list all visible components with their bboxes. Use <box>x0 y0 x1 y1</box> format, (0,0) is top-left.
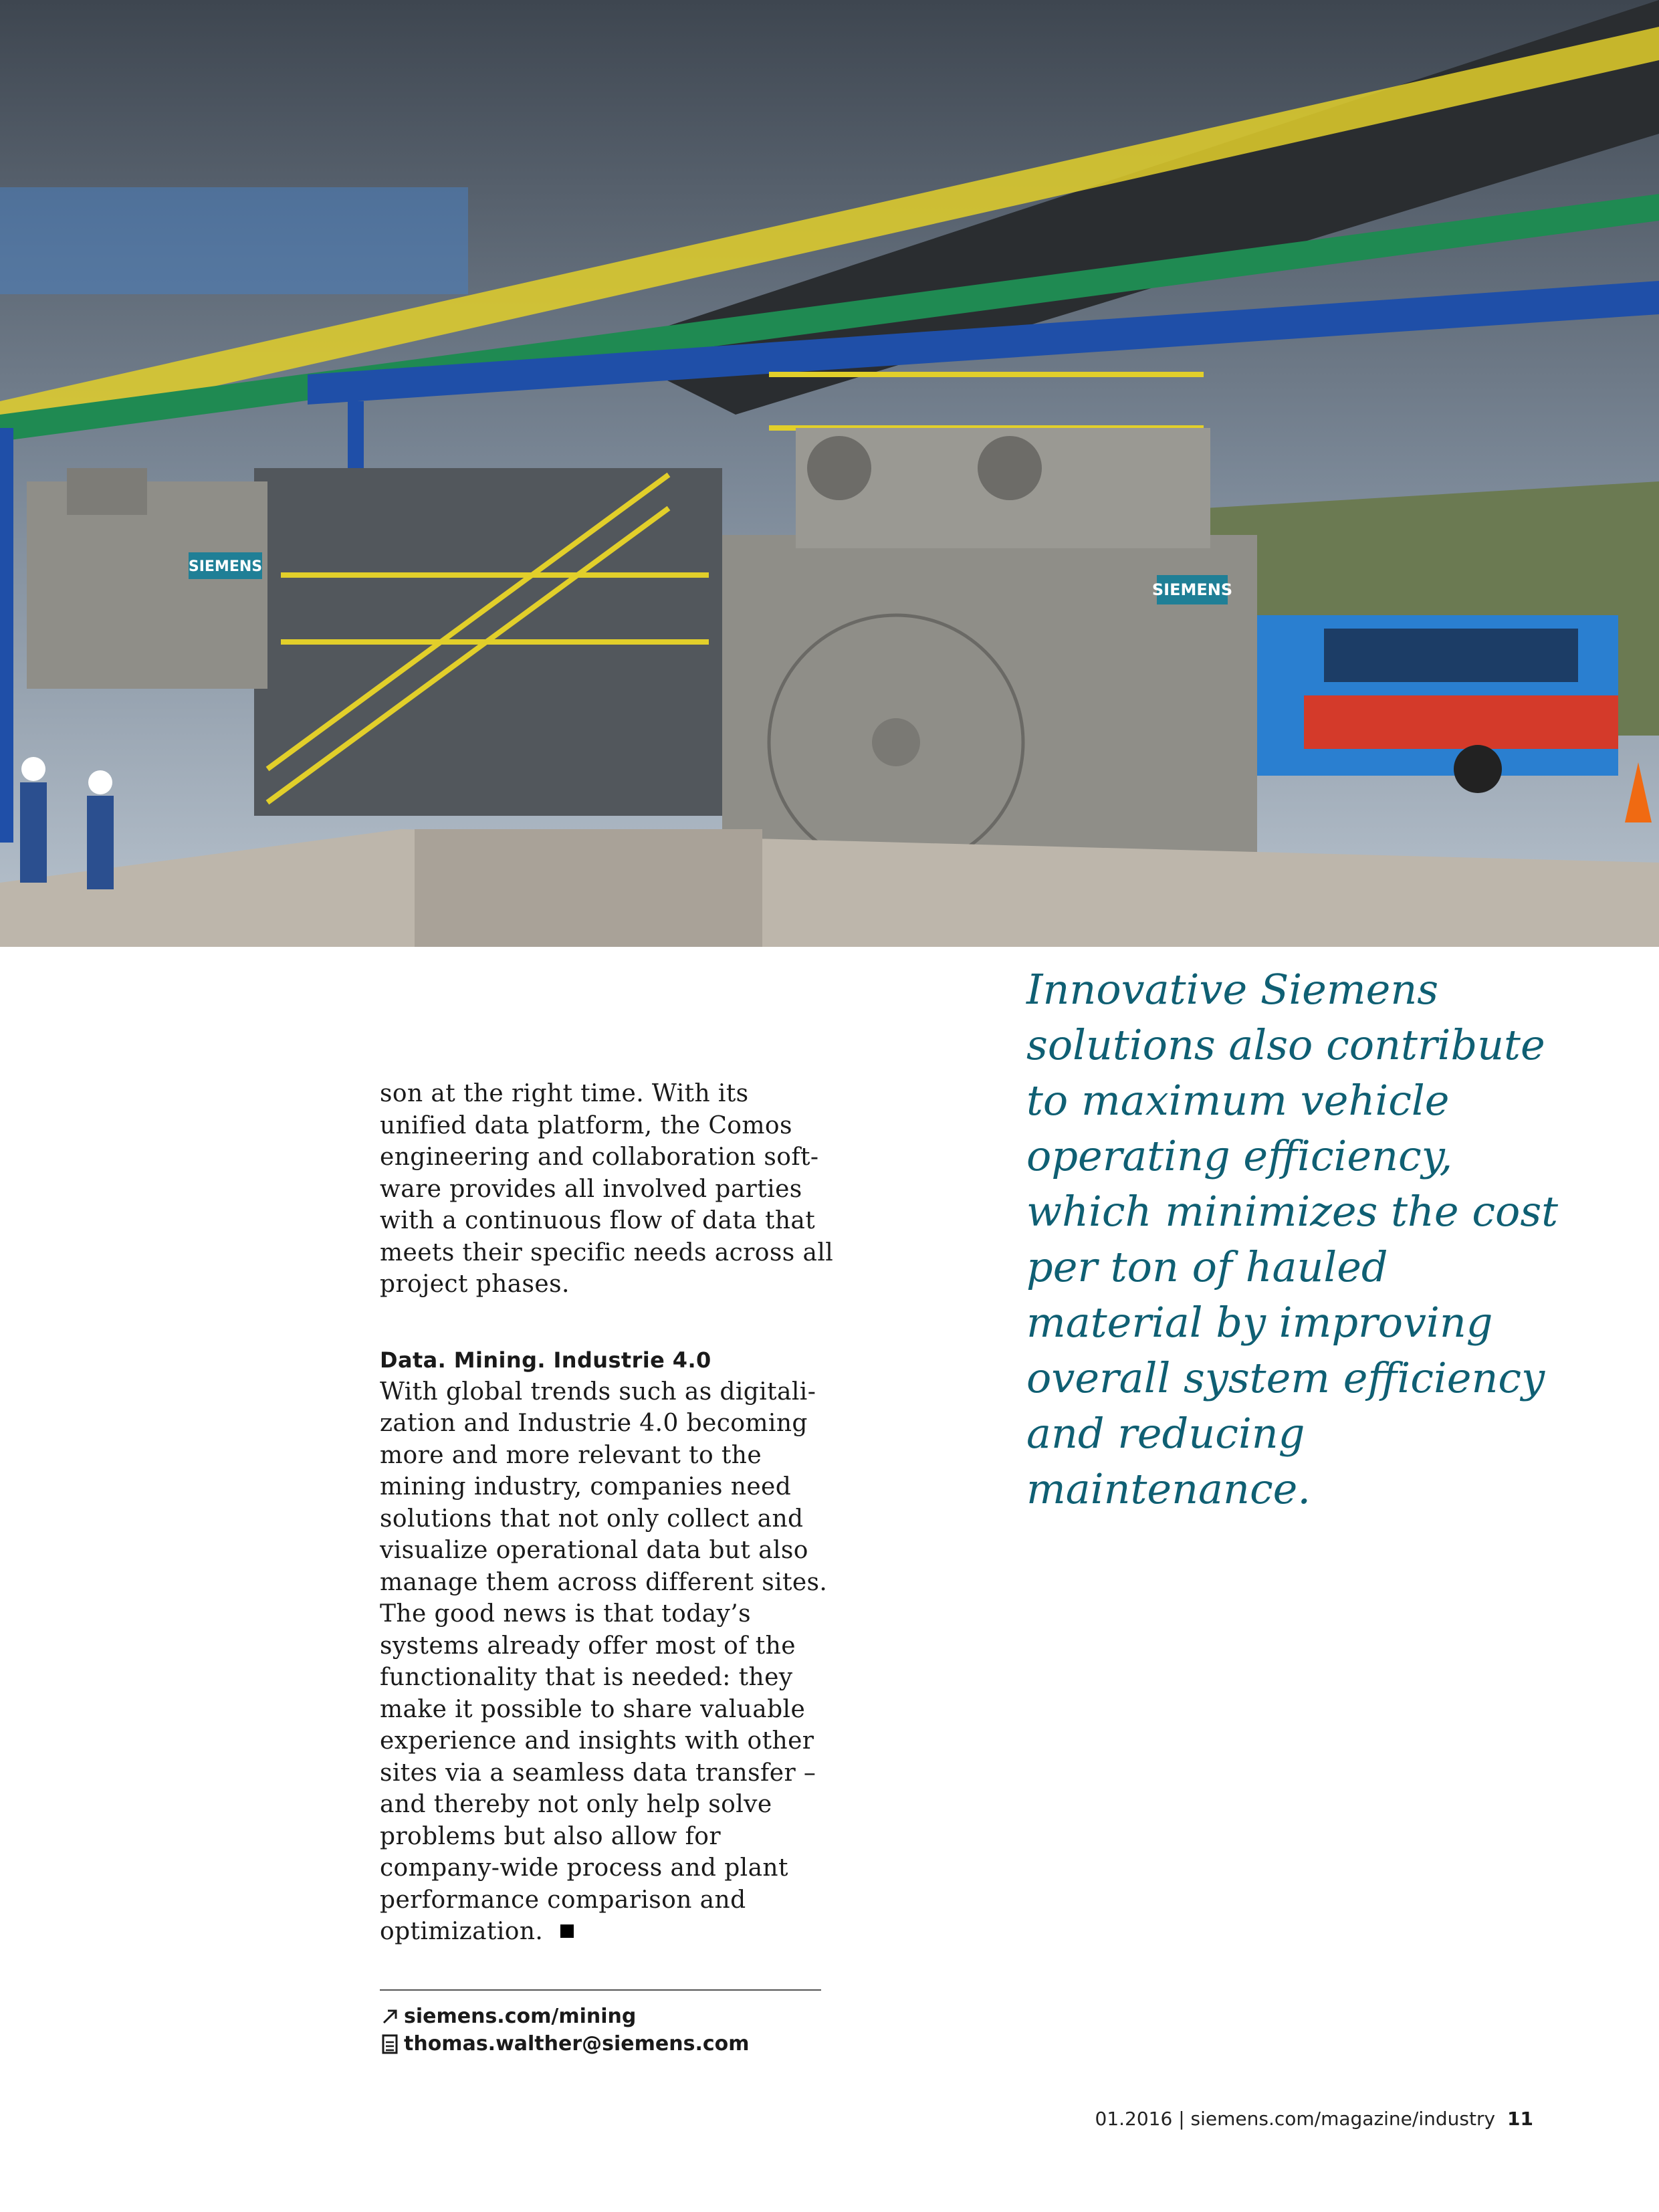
document-icon <box>380 2033 400 2056</box>
header-photo <box>0 0 1659 947</box>
mining-plant-illustration <box>0 0 1659 947</box>
section-subhead: Data. Mining. Industrie 4.0 <box>380 1347 711 1373</box>
divider-rule <box>380 1989 821 1991</box>
page-number: 11 <box>1507 2108 1533 2130</box>
page-footer <box>1095 2108 1534 2130</box>
body-paragraph: son at the right time. With its unified data platform, the Comos engineering and collaboration soft-ware provides all involved parties with a continuous flow of data that meets their specific needs across all project phases. <box>380 1080 834 1298</box>
pull-quote: Innovative Siemens solutions also contribute to maximum vehicle operating efficiency, which minimizes the cost per ton of hauled material by improving overall system efficiency and reducing maintenance. <box>1026 965 1559 1513</box>
email-link[interactable] <box>380 2030 750 2058</box>
siemens-logo-left: SIEMENS <box>188 558 263 575</box>
siemens-logo-main: SIEMENS <box>1151 580 1233 599</box>
email-link-text[interactable]: thomas.walther@siemens.com <box>404 2032 750 2056</box>
body-paragraph <box>380 1376 835 1948</box>
article-body <box>380 1078 835 1948</box>
web-link-text[interactable]: siemens.com/mining <box>404 2005 637 2028</box>
body-paragraph-text: With global trends such as digitali-zation and Industrie 4.0 becoming more and more relevant to the mining industry, companies need solutions that not only collect and visualize operational data but also manage them across different sites. The good news is that today’s systems already offer most of the functionality that is needed: they make it possible to share valuable experience and insights with other sites via a seamless data transfer – and thereby not only help solve problems but also allow for company-wide process and plant performance comparison and optimization. <box>380 1377 828 1945</box>
external-link-arrow-icon <box>380 2005 400 2028</box>
footer-issue: 01.2016 | siemens.com/magazine/industry <box>1095 2108 1496 2130</box>
end-of-article-mark <box>560 1924 574 1938</box>
link-block <box>380 2003 750 2058</box>
web-link[interactable] <box>380 2003 750 2030</box>
